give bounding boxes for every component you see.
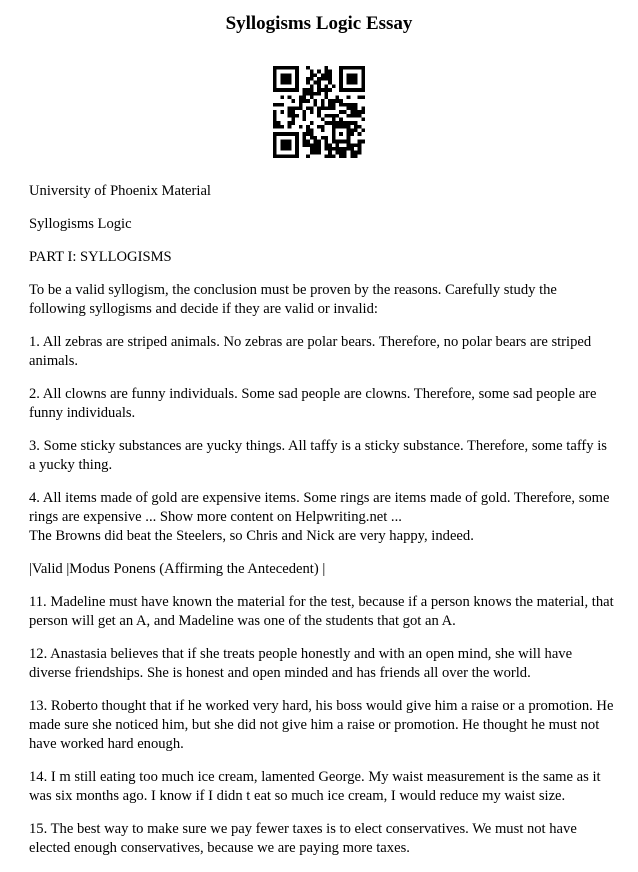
paragraph-valid-row: |Valid |Modus Ponens (Affirming the Antecedent) | [29,561,326,577]
qr-code-icon [273,66,365,158]
page-title: Syllogisms Logic Essay [225,13,413,34]
paragraph-item-11: 11. Madeline must have known the material for the test, because if a person knows the material, that person will get an A, and Madeline was one of the students that got an A. [29,594,614,629]
paragraph-browns: The Browns did beat the Steelers, so Chris and Nick are very happy, indeed. [29,528,474,544]
paragraph-section-heading: PART I: SYLLOGISMS [29,249,172,265]
document-body [29,182,614,872]
paragraph-item-2: 2. All clowns are funny individuals. Some sad people are clowns. Therefore, some sad people are funny individuals. [29,386,597,421]
paragraph-item-13: 13. Roberto thought that if he worked very hard, his boss would give him a raise or a promotion. He made sure she noticed him, but she did not give him a raise or promotion. He thought he must not have worked hard enough. [29,698,614,752]
paragraph-item-15: 15. The best way to make sure we pay fewer taxes is to elect conservatives. We must not have elected enough conservatives, because we are paying more taxes. [29,821,577,856]
paragraph-instructions: To be a valid syllogism, the conclusion must be proven by the reasons. Carefully study the following syllogisms and decide if they are valid or invalid: [29,282,557,317]
paragraph-item-4: 4. All items made of gold are expensive items. Some rings are items made of gold. Therefore, some rings are expensive ... Show more content on Helpwriting.net ... [29,490,610,525]
paragraph-subtitle: Syllogisms Logic [29,216,132,232]
paragraph-source: University of Phoenix Material [29,183,211,199]
paragraph-item-3: 3. Some sticky substances are yucky things. All taffy is a sticky substance. Therefore, some taffy is a yucky thing. [29,438,607,473]
paragraph-item-14: 14. I m still eating too much ice cream, lamented George. My waist measurement is the same as it was six months ago. I know if I didn t eat so much ice cream, I would reduce my waist size. [29,769,601,804]
paragraph-item-1: 1. All zebras are striped animals. No zebras are polar bears. Therefore, no polar bears are striped animals. [29,334,592,369]
paragraph-item-12: 12. Anastasia believes that if she treats people honestly and with an open mind, she will have diverse friendships. She is honest and open minded and has friends all over the world. [29,646,573,681]
